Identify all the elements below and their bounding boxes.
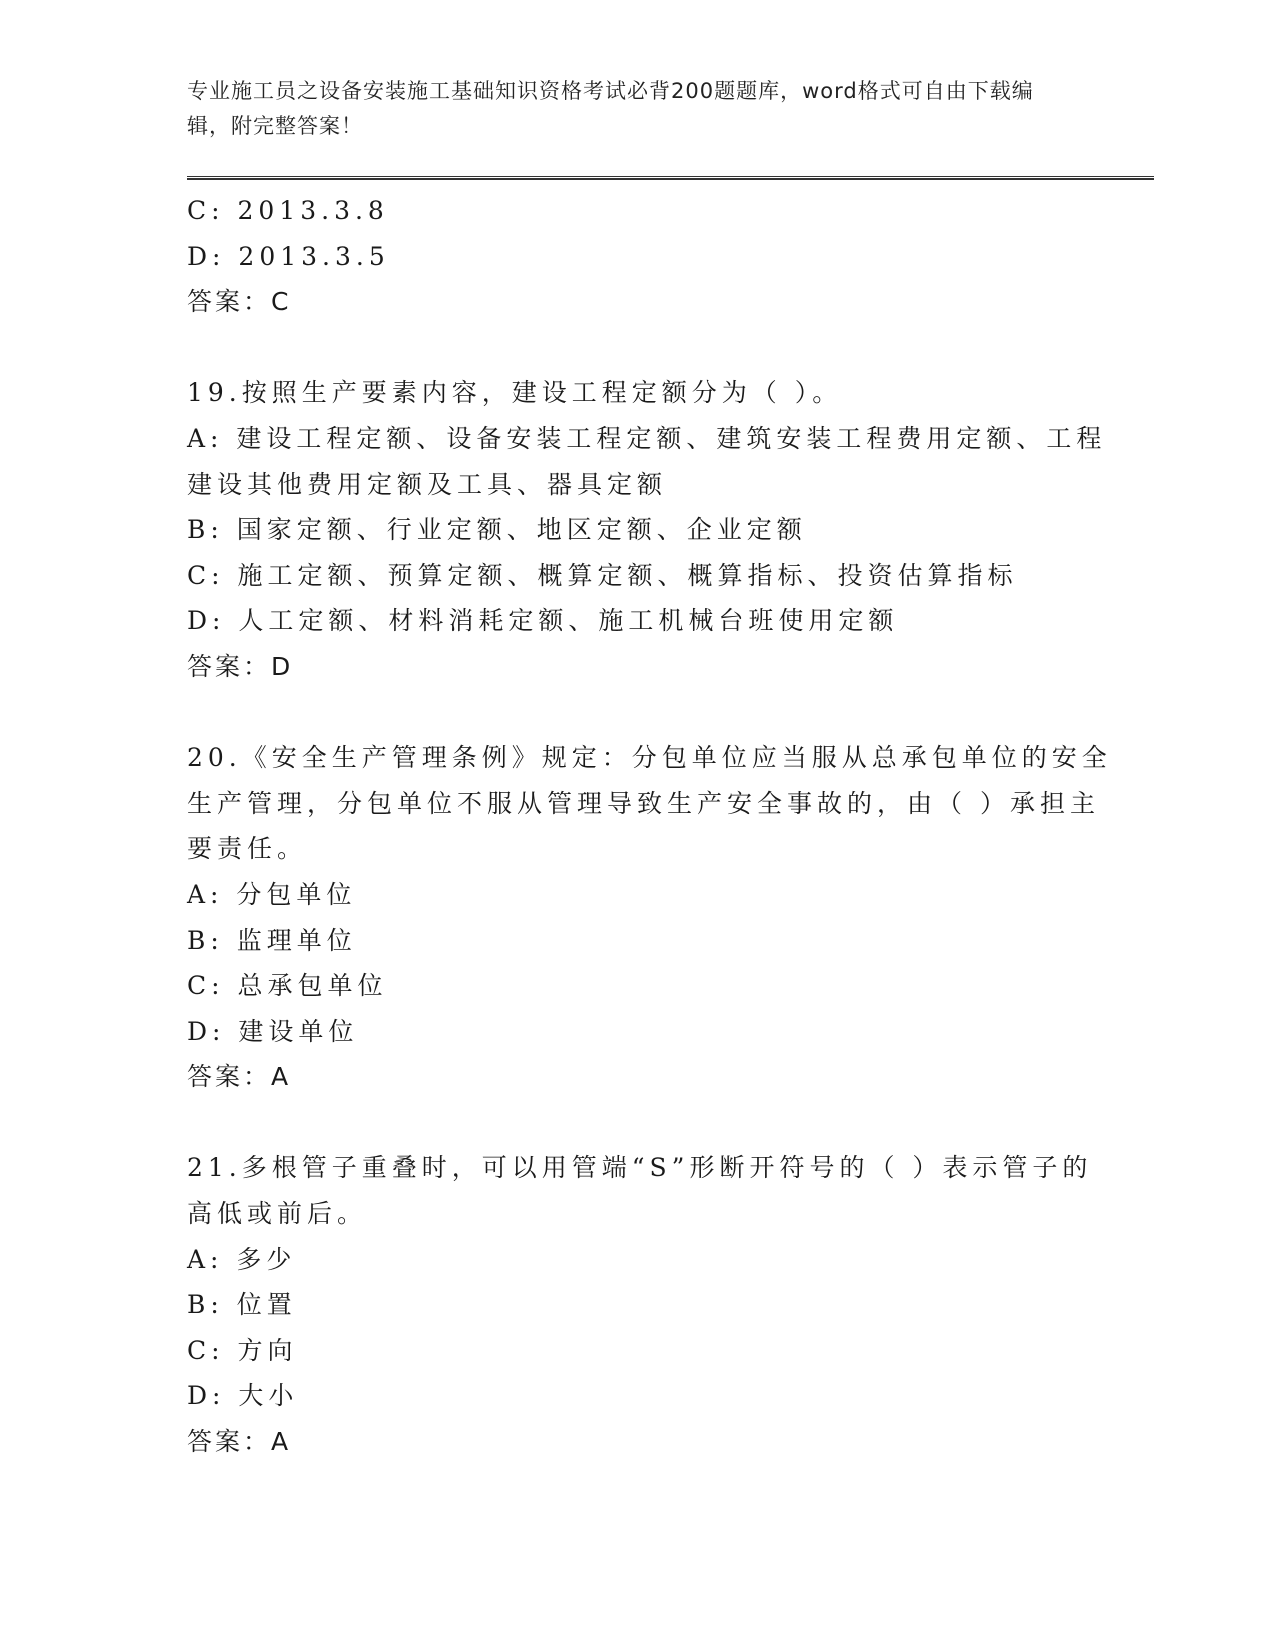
- question-20-stem-line-3: 要责任。: [187, 834, 308, 864]
- question-19-option-b: B: 国家定额、行业定额、地区定额、企业定额: [187, 515, 807, 545]
- question-content: [187, 188, 1112, 1465]
- answer-line: 答案：C: [187, 287, 292, 317]
- question-19-stem: 19.按照生产要素内容，建设工程定额分为（ ）。: [187, 378, 843, 408]
- question-20-option-c: C: 总承包单位: [187, 971, 388, 1001]
- spacer: [187, 325, 1087, 371]
- question-19-answer: 答案：D: [187, 651, 294, 681]
- header-divider: [187, 176, 1154, 180]
- question-21-stem-line-2: 高低或前后。: [187, 1199, 368, 1229]
- question-21-option-d: D: 大小: [187, 1381, 299, 1411]
- question-21-option-a: A: 多少: [187, 1244, 297, 1274]
- spacer: [187, 690, 1087, 736]
- question-21-answer: 答案：A: [187, 1427, 292, 1457]
- question-20-stem-line-1: 20.《安全生产管理条例》规定：分包单位应当服从总承包单位的安全: [187, 743, 1112, 773]
- option-d: D: 2013.3.5: [187, 241, 390, 271]
- spacer: [187, 1100, 1087, 1146]
- question-19-option-a-line-2: 建设其他费用定额及工具、器具定额: [187, 469, 668, 499]
- question-19-option-a-line-1: A: 建设工程定额、设备安装工程定额、建筑安装工程费用定额、工程: [187, 423, 1107, 453]
- question-21-option-b: B: 位置: [187, 1290, 297, 1320]
- question-19-option-c: C: 施工定额、预算定额、概算定额、概算指标、投资估算指标: [187, 560, 1018, 590]
- question-19-option-d: D: 人工定额、材料消耗定额、施工机械台班使用定额: [187, 606, 899, 636]
- question-20-option-b: B: 监理单位: [187, 925, 357, 955]
- question-20-option-d: D: 建设单位: [187, 1016, 359, 1046]
- option-c: C: 2013.3.8: [187, 196, 389, 225]
- question-21-stem-line-1: 21.多根管子重叠时，可以用管端“S”形断开符号的（ ）表示管子的: [187, 1153, 1093, 1183]
- page-header: 专业施工员之设备安装施工基础知识资格考试必背200题题库，word格式可自由下载编辑，附完整答案！: [187, 79, 1034, 138]
- question-20-option-a: A: 分包单位: [187, 879, 357, 909]
- question-20-stem-line-2: 生产管理，分包单位不服从管理导致生产安全事故的，由（ ）承担主: [187, 788, 1100, 818]
- question-21-option-c: C: 方向: [187, 1335, 298, 1365]
- question-20-answer: 答案：A: [187, 1062, 292, 1092]
